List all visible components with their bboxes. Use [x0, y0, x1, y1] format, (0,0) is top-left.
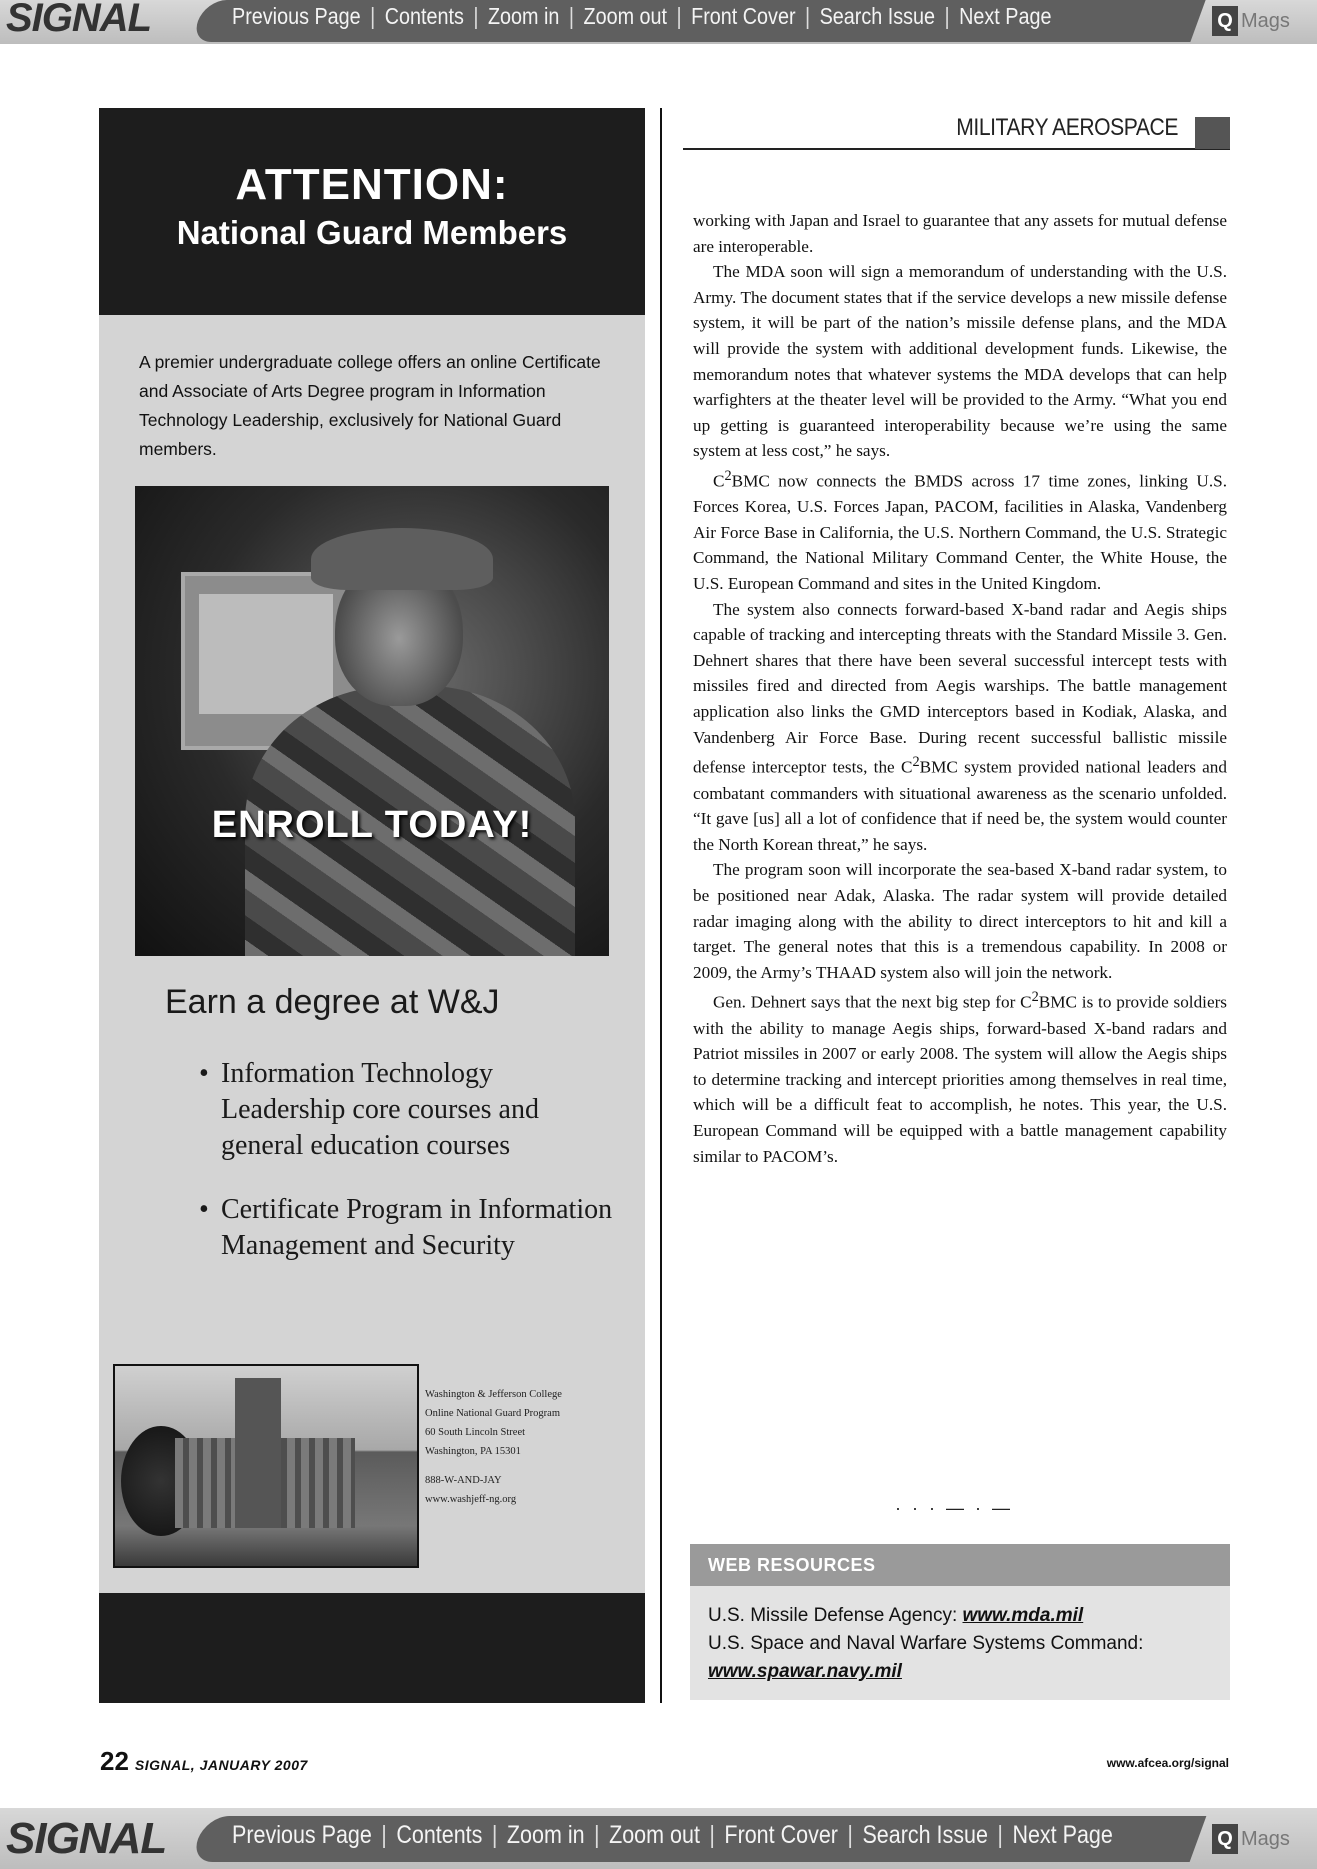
soldier-photo: [135, 486, 609, 956]
contents-link[interactable]: Contents: [384, 3, 464, 29]
footer-site-link[interactable]: www.afcea.org/signal: [1106, 1756, 1229, 1770]
nav-separator: |: [847, 1821, 853, 1849]
ad-subheadline: National Guard Members: [176, 214, 568, 251]
ad-bullet-item: • Certificate Program in Information Management and Security: [199, 1192, 619, 1264]
nav-separator: |: [944, 3, 950, 29]
qmags-mark: Q: [1212, 6, 1238, 36]
previous-page-link[interactable]: Previous Page: [232, 3, 361, 29]
contact-org: Washington & Jefferson College: [425, 1389, 562, 1400]
article-paragraph: [693, 464, 1227, 597]
section-header: [683, 112, 1230, 150]
article-body: [693, 208, 1227, 1169]
web-resources-box: [690, 1544, 1230, 1700]
article-paragraph: working with Japan and Israel to guarantee that any assets for mutual defense are interoperable.: [693, 211, 1227, 256]
web-resource-item: [708, 1630, 1220, 1686]
advertisement: [99, 108, 645, 1703]
superscript: 2: [1031, 989, 1039, 1006]
nav-separator: |: [709, 1821, 715, 1849]
ad-bullet-list: [199, 1056, 619, 1292]
signal-logo[interactable]: SIGNAL: [6, 0, 152, 40]
superscript: 2: [724, 467, 732, 484]
page-footer-left: [100, 1746, 308, 1777]
contact-program: Online National Guard Program: [425, 1408, 561, 1419]
contact-city: Washington, PA 15301: [425, 1446, 521, 1457]
paragraph-text: BMC now connects the BMDS across 17 time zones, linking U.S. Forces Korea, U.S. Forces Japan, PACOM, facilities in Alaska, Vandenberg Air Force Base in California, the U.S. Northern Command, the U.S. Strategic Command, the National Military Command Center, the White House, the U.S. European Command and sites in the United Kingdom.: [693, 471, 1227, 594]
nav-separator: |: [491, 1821, 498, 1849]
next-page-link[interactable]: Next Page: [1012, 1821, 1113, 1849]
ad-contact-info: [425, 1385, 640, 1509]
signal-logo[interactable]: SIGNAL: [6, 1814, 167, 1863]
c2-letter: C: [713, 471, 725, 491]
contact-spacer: [425, 1461, 640, 1471]
paragraph-text: BMC is to provide soldiers with the ability to manage Aegis ships, forward-based X-band radars and Patriot missiles in 2007 or early 2008. The system will allow the Aegis ships to determine tracking and intercept priorities among themselves in real time, which will be a difficult feat to accomplish, he notes. This year, the U.S. European Command will be equipped with a battle management capability similar to PACOM’s.: [693, 993, 1227, 1166]
search-issue-link[interactable]: Search Issue: [819, 3, 936, 29]
section-block-mark: [1195, 117, 1230, 149]
contact-web[interactable]: www.washjeff-ng.org: [425, 1494, 517, 1505]
resource-label: U.S. Space and Naval Warfare Systems Command:: [708, 1633, 1144, 1654]
front-cover-link[interactable]: Front Cover: [724, 1821, 838, 1849]
nav-separator: |: [594, 1821, 600, 1849]
campus-photo: [113, 1364, 419, 1568]
ad-headline: ATTENTION:: [235, 160, 509, 209]
contact-street: 60 South Lincoln Street: [425, 1427, 526, 1438]
paragraph-text: Gen. Dehnert says that the next big step for C: [713, 993, 1032, 1013]
web-resources-title: WEB RESOURCES: [690, 1544, 1230, 1586]
publication-date: SIGNAL, JANUARY 2007: [134, 1757, 308, 1773]
front-cover-link[interactable]: Front Cover: [691, 3, 796, 29]
resource-link[interactable]: www.mda.mil: [962, 1605, 1084, 1626]
bottom-navigation-bar: [0, 1808, 1317, 1869]
enroll-today-text: ENROLL TODAY!: [211, 804, 533, 846]
tower-shape: [235, 1378, 281, 1528]
zoom-out-link[interactable]: Zoom out: [583, 3, 668, 29]
previous-page-link[interactable]: Previous Page: [232, 1821, 372, 1849]
nav-links: [232, 3, 1051, 30]
qmags-logo[interactable]: [1212, 1820, 1312, 1858]
nav-separator: |: [676, 3, 682, 29]
column-divider: [660, 108, 662, 1703]
paragraph-text: The system also connects forward-based X-band radar and Aegis ships capable of tracking and intercepting threats with the Standard Missile 3. Gen. Dehnert shares that there have been several successful intercept tests with missiles fired and directed from Aegis warships. The battle management application also links the GMD interceptors based in Kodiak, Alaska, and Vandenberg Air Force Base. During recent successful ballistic missile defense interceptor tests, the C: [693, 599, 1227, 777]
resource-link[interactable]: www.spawar.navy.mil: [708, 1661, 902, 1682]
article-paragraph: [693, 597, 1227, 858]
page-number: 22: [100, 1746, 129, 1776]
contact-phone: 888-W-AND-JAY: [425, 1475, 502, 1486]
web-resources-list: [708, 1602, 1220, 1686]
soldier-helmet-shape: [311, 528, 493, 590]
qmags-text: Mags: [1241, 9, 1290, 32]
nav-links: [232, 1821, 1113, 1850]
monitor-screen-shape: [199, 594, 333, 714]
qmags-mark: Q: [1212, 1824, 1238, 1854]
nav-separator: |: [473, 3, 479, 29]
contents-link[interactable]: Contents: [396, 1821, 483, 1849]
top-navigation-bar: [0, 0, 1317, 44]
nav-separator: |: [568, 3, 575, 29]
zoom-out-link[interactable]: Zoom out: [609, 1821, 700, 1849]
ad-bullet-item: • Information Technology Leadership core courses and general education courses: [199, 1056, 619, 1164]
nav-separator: |: [997, 1821, 1003, 1849]
paragraph-text: BMC system provided national leaders and combatant commanders with situational awareness as the scenario unfolded. “It gave [us] all a lot of confidence that if need be, the system would counter the North Korean threat,” he says.: [693, 757, 1227, 854]
article-end-mark: · · · — · —: [895, 1498, 1013, 1518]
nav-separator: |: [381, 1821, 387, 1849]
earn-degree-text: Earn a degree at W&J: [165, 983, 500, 1021]
next-page-link[interactable]: Next Page: [959, 3, 1052, 29]
qmags-text: Mags: [1241, 1827, 1290, 1850]
ad-header: [99, 108, 645, 315]
article-paragraph: The program soon will incorporate the sea-based X-band radar system, to be positioned near Adak, Alaska. The radar system will provide detailed radar imaging along with the ability to direct interceptors to hit and kill a target. The general notes that this is a tremendous capability. In 2008 or 2009, the Army’s THAAD system also will join the network.: [693, 860, 1227, 982]
qmags-logo[interactable]: [1212, 2, 1312, 40]
nav-separator: |: [370, 3, 376, 29]
article-paragraph: [693, 985, 1227, 1169]
article-paragraph: The MDA soon will sign a memorandum of understanding with the U.S. Army. The document states that if the service develops a new missile defense system, it will be part of the nation’s missile defense plans, and the MDA will provide the system with additional development funds. Likewise, the memorandum notes that whatever systems the MDA develops that can help warfighters at the theater level will be provided to the Army. “What you end up getting is guaranteed interoperability because we’re using the same system at less cost,” he says.: [693, 262, 1227, 461]
search-issue-link[interactable]: Search Issue: [862, 1821, 988, 1849]
superscript: 2: [912, 754, 920, 771]
zoom-in-link[interactable]: Zoom in: [487, 3, 560, 29]
zoom-in-link[interactable]: Zoom in: [506, 1821, 585, 1849]
section-label: MILITARY AEROSPACE: [956, 114, 1178, 141]
ad-intro-text: A premier undergraduate college offers an online Certificate and Associate of Arts Degree program in Information Technology Leadership, exclusively for National Guard members.: [139, 352, 601, 459]
resource-label: U.S. Missile Defense Agency:: [708, 1605, 963, 1626]
ad-footer-band: [99, 1593, 645, 1703]
web-resource-item: [708, 1602, 1220, 1630]
nav-separator: |: [805, 3, 811, 29]
